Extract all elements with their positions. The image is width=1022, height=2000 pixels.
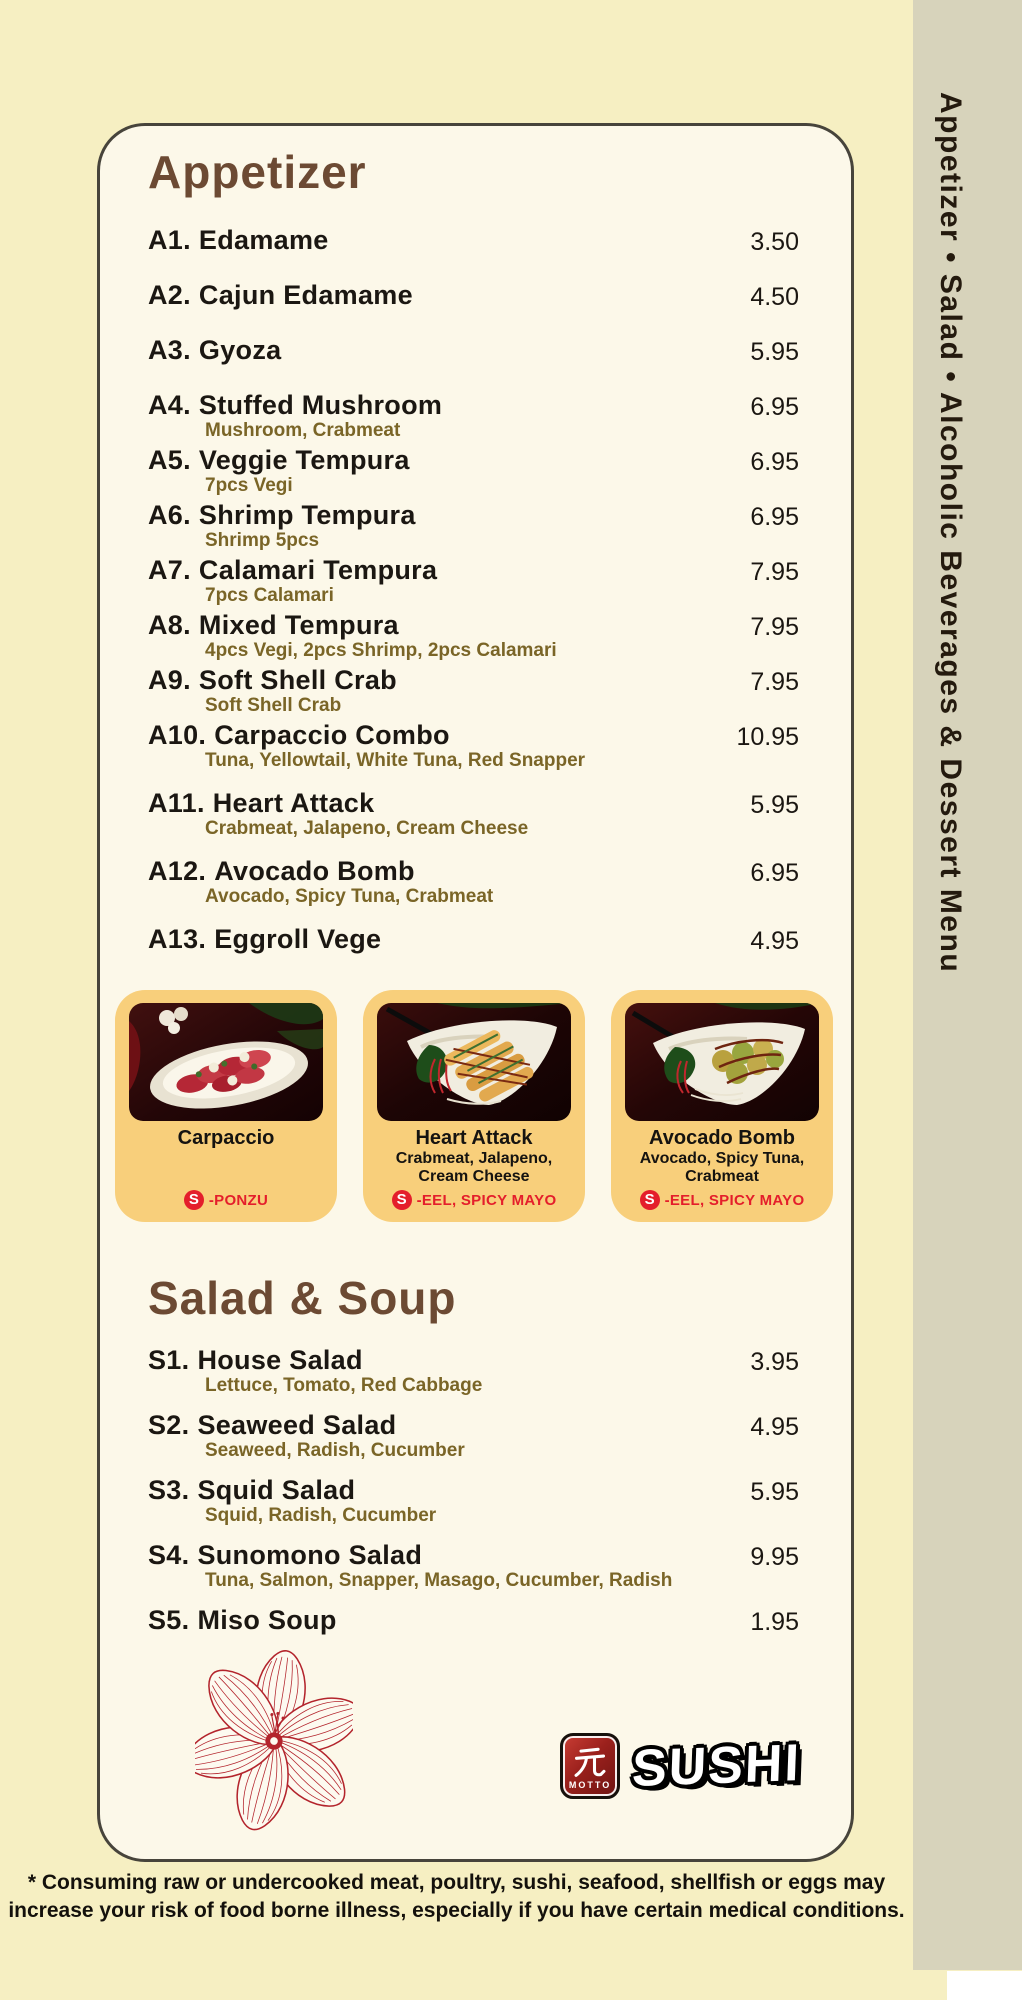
item-name: Gyoza [198,335,282,365]
bottom-art [195,1645,801,1840]
item-name: Seaweed Salad [197,1410,397,1440]
item-price: 6.95 [750,393,799,421]
item-price: 3.50 [750,228,799,256]
salad-soup-list [148,1345,799,1655]
menu-item-a12 [148,856,799,924]
item-name: Stuffed Mushroom [198,390,443,420]
item-description: Shrimp 5pcs [205,530,320,551]
item-number: A9. [148,665,191,695]
item-description: 7pcs Vegi [205,475,293,496]
item-price: 7.95 [750,668,799,696]
item-description: Tuna, Yellowtail, White Tuna, Red Snapper [205,750,586,771]
footer-disclaimer [0,1869,913,1925]
item-number: A1. [148,225,191,255]
item-description: Squid, Radish, Cucumber [205,1505,437,1526]
item-price: 6.95 [750,448,799,476]
item-price: 3.95 [750,1348,799,1376]
item-price: 5.95 [750,1478,799,1506]
item-description: Seaweed, Radish, Cucumber [205,1440,465,1461]
motto-badge-icon [560,1733,620,1799]
sauce-badge-icon: S [640,1190,660,1210]
item-number: S4. [148,1540,190,1570]
item-description: Lettuce, Tomato, Red Cabbage [205,1375,483,1396]
menu-item-s3 [148,1475,799,1540]
item-price: 6.95 [750,503,799,531]
menu-item-a3 [148,335,799,390]
item-price: 1.95 [750,1608,799,1636]
item-price: 7.95 [750,558,799,586]
photo-card-description: Crabmeat, Jalapeno, Cream Cheese [395,1150,553,1185]
menu-item-a7 [148,555,799,610]
item-description: 7pcs Calamari [205,585,334,606]
photo-card-title: Heart Attack [415,1127,533,1149]
item-description: Mushroom, Crabmeat [205,420,401,441]
item-description: Tuna, Salmon, Snapper, Masago, Cucumber, Radish [205,1570,673,1591]
menu-card [97,123,854,1862]
motto-label: MOTTO [568,1779,612,1790]
item-number: A10. [148,720,207,750]
sauce-line [129,1190,323,1210]
item-name: Avocado Bomb [214,856,415,886]
item-description: Avocado, Spicy Tuna, Crabmeat [205,886,494,907]
item-name: Mixed Tempura [198,610,399,640]
item-number: A11. [148,788,205,818]
item-number: A2. [148,280,191,310]
item-price: 7.95 [750,613,799,641]
sauce-line [625,1190,819,1210]
photo-card-title: Avocado Bomb [649,1127,795,1149]
carpaccio-photo [129,1003,323,1121]
photo-card-description [129,1150,323,1186]
item-number: A5. [148,445,191,475]
item-name: Shrimp Tempura [198,500,416,530]
menu-item-a6 [148,500,799,555]
menu-item-a13 [148,924,799,974]
item-price: 4.95 [750,927,799,955]
heart-attack-photo [377,1003,571,1121]
menu-item-a10 [148,720,799,788]
appetizer-list [148,225,799,974]
menu-item-a5 [148,445,799,500]
item-name: Cajun Edamame [198,280,413,310]
item-price: 10.95 [736,723,799,751]
item-number: S3. [148,1475,190,1505]
item-number: A12. [148,856,207,886]
sauce-text: -EEL, SPICY MAYO [664,1191,805,1209]
photo-card-description: Avocado, Spicy Tuna, Crabmeat [639,1150,805,1185]
photo-card-avocado-bomb [611,990,833,1222]
item-name: Miso Soup [197,1605,337,1635]
sauce-badge-icon: S [184,1190,204,1210]
item-name: Soft Shell Crab [198,665,397,695]
item-price: 9.95 [750,1543,799,1571]
item-name: Heart Attack [212,788,375,818]
item-description: Soft Shell Crab [205,695,342,716]
menu-item-a4 [148,390,799,445]
salad-soup-title: Salad & Soup [148,1272,457,1324]
menu-item-s2 [148,1410,799,1475]
photo-card-title: Carpaccio [177,1127,275,1149]
item-price: 5.95 [750,791,799,819]
menu-item-s4 [148,1540,799,1605]
avocado-bomb-photo [625,1003,819,1121]
photo-card-carpaccio [115,990,337,1222]
sidebar-section-title: Appetizer • Salad • Alcoholic Beverages & Dessert Menu [934,92,967,974]
item-price: 4.95 [750,1413,799,1441]
menu-item-a2 [148,280,799,335]
footer-line-1: * Consuming raw or undercooked meat, poultry, sushi, seafood, shellfish or eggs may [27,1871,886,1894]
item-name: Edamame [198,225,329,255]
menu-item-a11 [148,788,799,856]
item-number: S1. [148,1345,190,1375]
sauce-line [377,1190,571,1210]
menu-item-a9 [148,665,799,720]
sauce-badge-icon: S [392,1190,412,1210]
item-number: A4. [148,390,191,420]
menu-item-s1 [148,1345,799,1410]
appetizer-title: Appetizer [148,146,367,198]
item-name: Squid Salad [197,1475,356,1505]
menu-item-a1 [148,225,799,280]
item-number: A3. [148,335,191,365]
kanji-gen-icon [572,1743,608,1779]
sidebar-strip [913,0,1022,1970]
item-price: 4.50 [750,283,799,311]
item-name: Carpaccio Combo [214,720,450,750]
item-number: A13. [148,924,207,954]
item-price: 5.95 [750,338,799,366]
brand-name: SUSHI [631,1733,802,1799]
item-number: S5. [148,1605,190,1635]
item-name: Calamari Tempura [198,555,438,585]
item-description: Crabmeat, Jalapeno, Cream Cheese [205,818,529,839]
menu-item-a8 [148,610,799,665]
item-number: A7. [148,555,191,585]
item-price: 6.95 [750,859,799,887]
item-description: 4pcs Vegi, 2pcs Shrimp, 2pcs Calamari [205,640,557,661]
item-name: Eggroll Vege [214,924,382,954]
sauce-text: -PONZU [208,1191,269,1209]
item-number: A8. [148,610,191,640]
page-corner [947,1971,1022,2000]
item-number: A6. [148,500,191,530]
footer-line-2: increase your risk of food borne illness, especially if you have certain medical conditions. [8,1899,905,1922]
sauce-text: -EEL, SPICY MAYO [416,1191,557,1209]
restaurant-logo [560,1733,801,1799]
item-number: S2. [148,1410,190,1440]
flower-illustration-icon [195,1645,353,1837]
item-name: Sunomono Salad [197,1540,423,1570]
item-name: House Salad [197,1345,363,1375]
item-name: Veggie Tempura [198,445,410,475]
featured-photo-row [115,990,851,1222]
photo-card-heart-attack [363,990,585,1222]
